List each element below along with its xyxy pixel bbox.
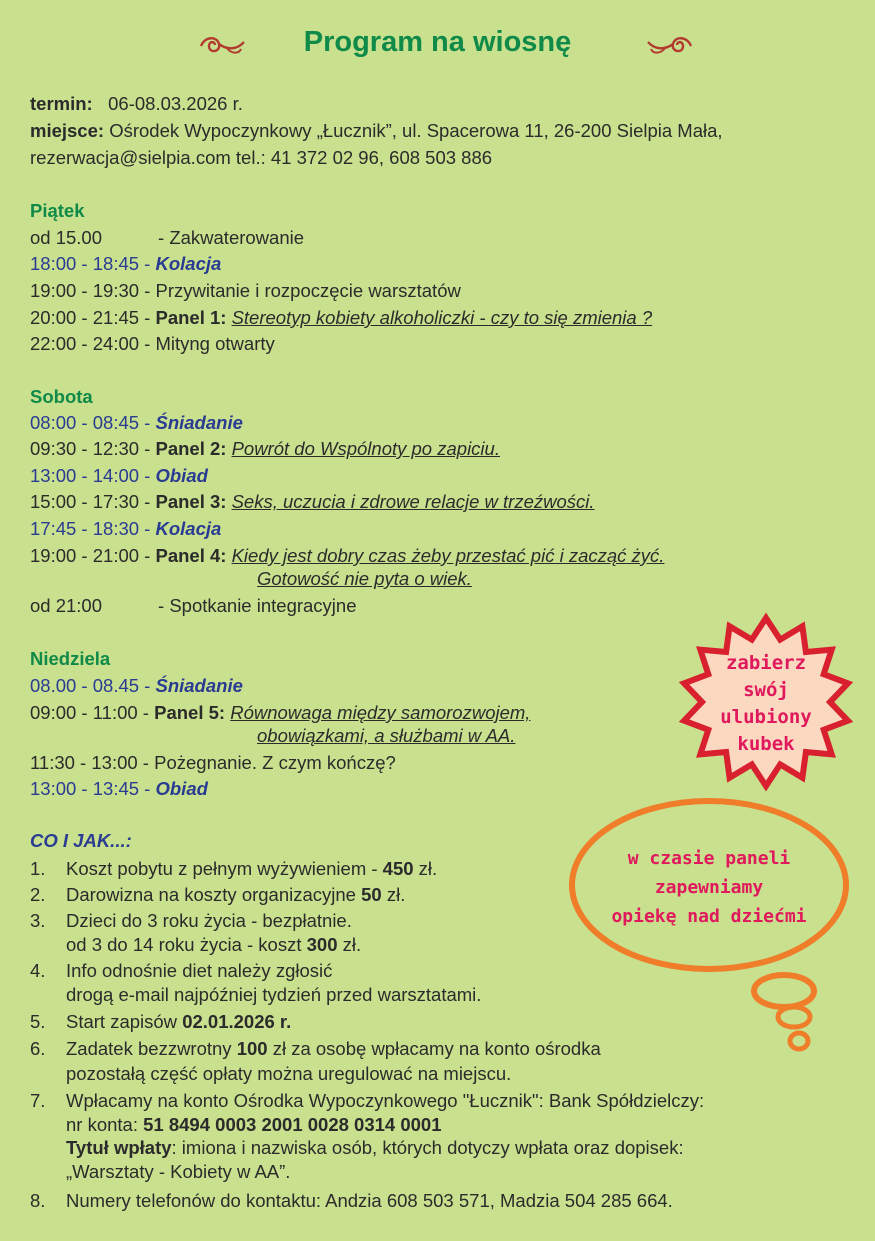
friday-row-4: 20:00 - 21:45 - Panel 1: Stereotyp kobiety alkoholiczki - czy to się zmienia ? [30, 307, 653, 328]
time: 13:00 - 14:00 [30, 465, 140, 486]
panel-label: Panel 2: [155, 438, 227, 459]
panel-label: Panel 3: [155, 491, 227, 512]
friday-row-5: 22:00 - 24:00 - Mityng otwarty [30, 333, 275, 354]
friday-row-2: 18:00 - 18:45 - Kolacja [30, 253, 222, 274]
time: 09:30 - 12:30 [30, 438, 140, 459]
panel-topic: Powrót do Wspólnoty po zapiciu. [231, 438, 500, 459]
event: Śniadanie [155, 675, 243, 696]
time: 15:00 - 17:30 [30, 491, 140, 512]
miejsce-value: Ośrodek Wypoczynkowy „Łucznik”, ul. Spacerowa 11, 26-200 Sielpia Mała, [109, 120, 723, 141]
bubble-text: w czasie paneli zapewniamy opiekę nad dziećmi [611, 848, 807, 927]
miejsce-line [30, 120, 723, 142]
time: 09:00 - 11:00 [30, 702, 138, 723]
sunday-row-1: 08.00 - 08.45 - Śniadanie [30, 675, 243, 696]
event: Spotkanie integracyjne [169, 595, 357, 616]
event: Obiad [155, 465, 208, 486]
event: Kolacja [155, 518, 222, 539]
panel-label: Panel 5: [154, 702, 226, 723]
panel-label: Panel 4: [155, 545, 227, 566]
time: 20:00 - 21:45 [30, 307, 140, 328]
event: Pożegnanie. Z czym kończę? [154, 752, 396, 773]
termin-line [30, 93, 243, 115]
time: od 21:00 [30, 595, 103, 616]
sunday-row-3: 11:30 - 13:00 - Pożegnanie. Z czym kończę? [30, 752, 396, 773]
event: Śniadanie [155, 412, 243, 433]
panel-topic: Stereotyp kobiety alkoholiczki - czy to się zmienia ? [231, 307, 653, 328]
saturday-row-7: od 21:00 - Spotkanie integracyjne [30, 595, 357, 616]
event: Mityng otwarty [155, 333, 275, 354]
time: 13:00 - 13:45 [30, 778, 140, 799]
time: 22:00 - 24:00 [30, 333, 140, 354]
time: od 15.00 [30, 227, 103, 248]
miejsce-label: miejsce: [30, 120, 105, 141]
day-friday: Piątek [30, 200, 85, 221]
event: Przywitanie i rozpoczęcie warsztatów [155, 280, 461, 301]
panel-label: Panel 1: [155, 307, 227, 328]
panel-topic: Równowaga między samorozwojem, [230, 702, 531, 723]
time: 08.00 - 08.45 [30, 675, 140, 696]
ornament-right-icon [645, 32, 695, 56]
sunday-row-4: 13:00 - 13:45 - Obiad [30, 778, 208, 799]
saturday-row-3: 13:00 - 14:00 - Obiad [30, 465, 208, 486]
badge-text: zabierz swój ulubiony kubek [720, 652, 812, 755]
saturday-row-6-cont [257, 568, 472, 590]
page-title: Program na wiosnę [303, 26, 572, 58]
termin-value: 06-08.03.2026 r. [108, 93, 243, 114]
termin-label: termin: [30, 93, 93, 114]
saturday-row-6: 19:00 - 21:00 - Panel 4: Kiedy jest dobry czas żeby przestać pić i zacząć żyć. [30, 545, 665, 566]
friday-row-3: 19:00 - 19:30 - Przywitanie i rozpoczęcie warsztatów [30, 280, 461, 301]
panel-topic-cont: Gotowość nie pyta o wiek. [257, 568, 472, 589]
event: Obiad [155, 778, 208, 799]
flyer-page: Program na wiosnę termin: 06-08.03.2026 r. miejsce: Ośrodek Wypoczynkowy „Łucznik”, ul. Spacerowa 11, 26-200 Sielpia Mała, rezerwacja@sielpia.com tel.: 41 372 02 96, 608 503 886 Piątek od 15.00 - Zakwaterowanie 18:00 - 18:45 - Kolacja 19:00 - 19:30 - Przywitanie i rozpoczęcie warsztatów 20:00 - 21:45 - Panel 1: Stereotyp kobiety alkoholiczki - czy to się zmienia ? 22:00 - 24:00 - Mityng otwarty Sobota 08:00 - 08:45 - Śniadanie 09:30 - 12:30 - Panel 2: Powrót do Wspólnoty po zapiciu. 13:00 - 14:00 - Obiad 15:00 - 17:30 - Panel 3: Seks, uczucia i zdrowe relacje w trzeźwości. 17:45 - 18:30 - Kolacja 19:00 - 21:00 - Panel 4: Kiedy jest dobry czas żeby przestać pić i zacząć żyć. Gotowość nie pyta o wiek. od 21:00 - Spotkanie integracyjne Niedziela 08.00 - 08.45 - Śniadanie 09:00 - 11:00 - Panel 5: Równowaga między samorozwojem, obowiązkami, a służbami w AA. 11:30 - 13:00 - Pożegnanie. Z czym kończę? 13:00 - 13:45 - Obiad CO I JAK...: 1. Koszt pobytu z pełnym wyżywieniem - 450 zł. 2. Darowizna na koszty organizacyjne 50 zł. 3. Dzieci do 3 roku życia - bezpłatnie. od 3 do 14 roku życia - koszt 300 zł. 4. Info odnośnie diet należy zgłosić drogą e-mail najpóźniej tydzień przed warsztatami. 5. Start zapisów 02.01.2026 r. 6. Zadatek bezzwrotny 100 zł za osobę wpłacamy na konto ośrodka pozostałą część opłaty można uregulować na miejscu. 7. Wpłacamy na konto Ośrodka Wypoczynkowego "Łucznik": Bank Spółdzielczy: nr konta: 51 8494 0003 2001 0028 0314 0001 Tytuł wpłaty: imiona i nazwiska osób, których dotyczy wpłata oraz dopisek: „Warsztaty - Kobiety w AA”. 8. Numery telefonów do kontaktu: Andzia 608 503 571, Madzia 504 285 664. zabierz swój ulubiony kubek w czasie paneli zapewniamy opiekę nad dziećmi [0, 0, 875, 1241]
saturday-row-4: 15:00 - 17:30 - Panel 3: Seks, uczucia i zdrowe relacje w trzeźwości. [30, 491, 595, 512]
panel-topic: Kiedy jest dobry czas żeby przestać pić i zacząć żyć. [231, 545, 665, 566]
saturday-row-5: 17:45 - 18:30 - Kolacja [30, 518, 222, 539]
saturday-row-2: 09:30 - 12:30 - Panel 2: Powrót do Wspólnoty po zapiciu. [30, 438, 500, 459]
sunday-row-2-cont [257, 725, 515, 747]
time: 19:00 - 21:00 [30, 545, 140, 566]
time: 18:00 - 18:45 [30, 253, 140, 274]
time: 11:30 - 13:00 [30, 752, 138, 773]
event: Zakwaterowanie [169, 227, 305, 248]
co-i-jak-heading: CO I JAK...: [30, 830, 132, 851]
panel-topic: Seks, uczucia i zdrowe relacje w trzeźwości. [231, 491, 595, 512]
mug-badge [676, 612, 856, 792]
time: 17:45 - 18:30 [30, 518, 140, 539]
panel-topic-cont: obowiązkami, a służbami w AA. [257, 725, 516, 746]
time: 08:00 - 08:45 [30, 412, 140, 433]
time: 19:00 - 19:30 [30, 280, 140, 301]
contact-line: rezerwacja@sielpia.com tel.: 41 372 02 96, 608 503 886 [30, 147, 493, 168]
friday-row-1: od 15.00 - Zakwaterowanie [30, 227, 305, 248]
day-sunday: Niedziela [30, 648, 111, 669]
saturday-row-1: 08:00 - 08:45 - Śniadanie [30, 412, 243, 433]
day-saturday: Sobota [30, 386, 93, 407]
sunday-row-2: 09:00 - 11:00 - Panel 5: Równowaga między samorozwojem, [30, 702, 531, 723]
event: Kolacja [155, 253, 222, 274]
